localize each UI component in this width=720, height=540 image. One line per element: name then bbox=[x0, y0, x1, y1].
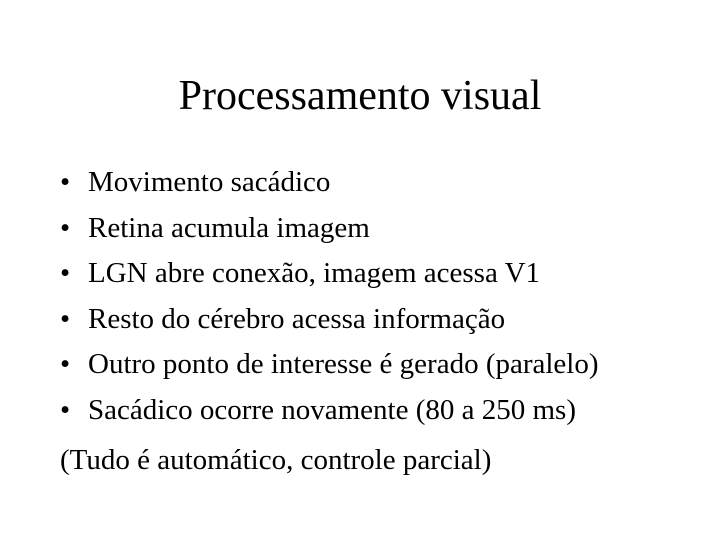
bullet-text: Retina acumula imagem bbox=[88, 211, 370, 244]
bullet-list bbox=[60, 160, 700, 433]
list-item bbox=[60, 388, 700, 434]
list-item bbox=[60, 297, 700, 343]
list-item bbox=[60, 251, 700, 297]
bullet-icon: • bbox=[60, 166, 71, 198]
bullet-text: Sacádico ocorre novamente (80 a 250 ms) bbox=[88, 393, 576, 426]
bullet-icon: • bbox=[60, 348, 71, 380]
bullet-icon: • bbox=[60, 393, 71, 426]
list-item bbox=[60, 160, 700, 206]
bullet-icon: • bbox=[60, 211, 71, 244]
bullet-text: Outro ponto de interesse é gerado (paralelo) bbox=[88, 348, 599, 380]
list-item bbox=[60, 206, 700, 252]
bullet-icon: • bbox=[60, 257, 71, 289]
bullet-icon: • bbox=[60, 302, 71, 335]
list-item bbox=[60, 342, 700, 388]
bullet-text: LGN abre conexão, imagem acessa V1 bbox=[88, 257, 541, 289]
bullet-text: Movimento sacádico bbox=[88, 166, 331, 198]
bullet-text: Resto do cérebro acessa informação bbox=[88, 302, 506, 335]
slide-note: (Tudo é automático, controle parcial) bbox=[60, 444, 492, 476]
slide-title: Processamento visual bbox=[178, 73, 542, 119]
